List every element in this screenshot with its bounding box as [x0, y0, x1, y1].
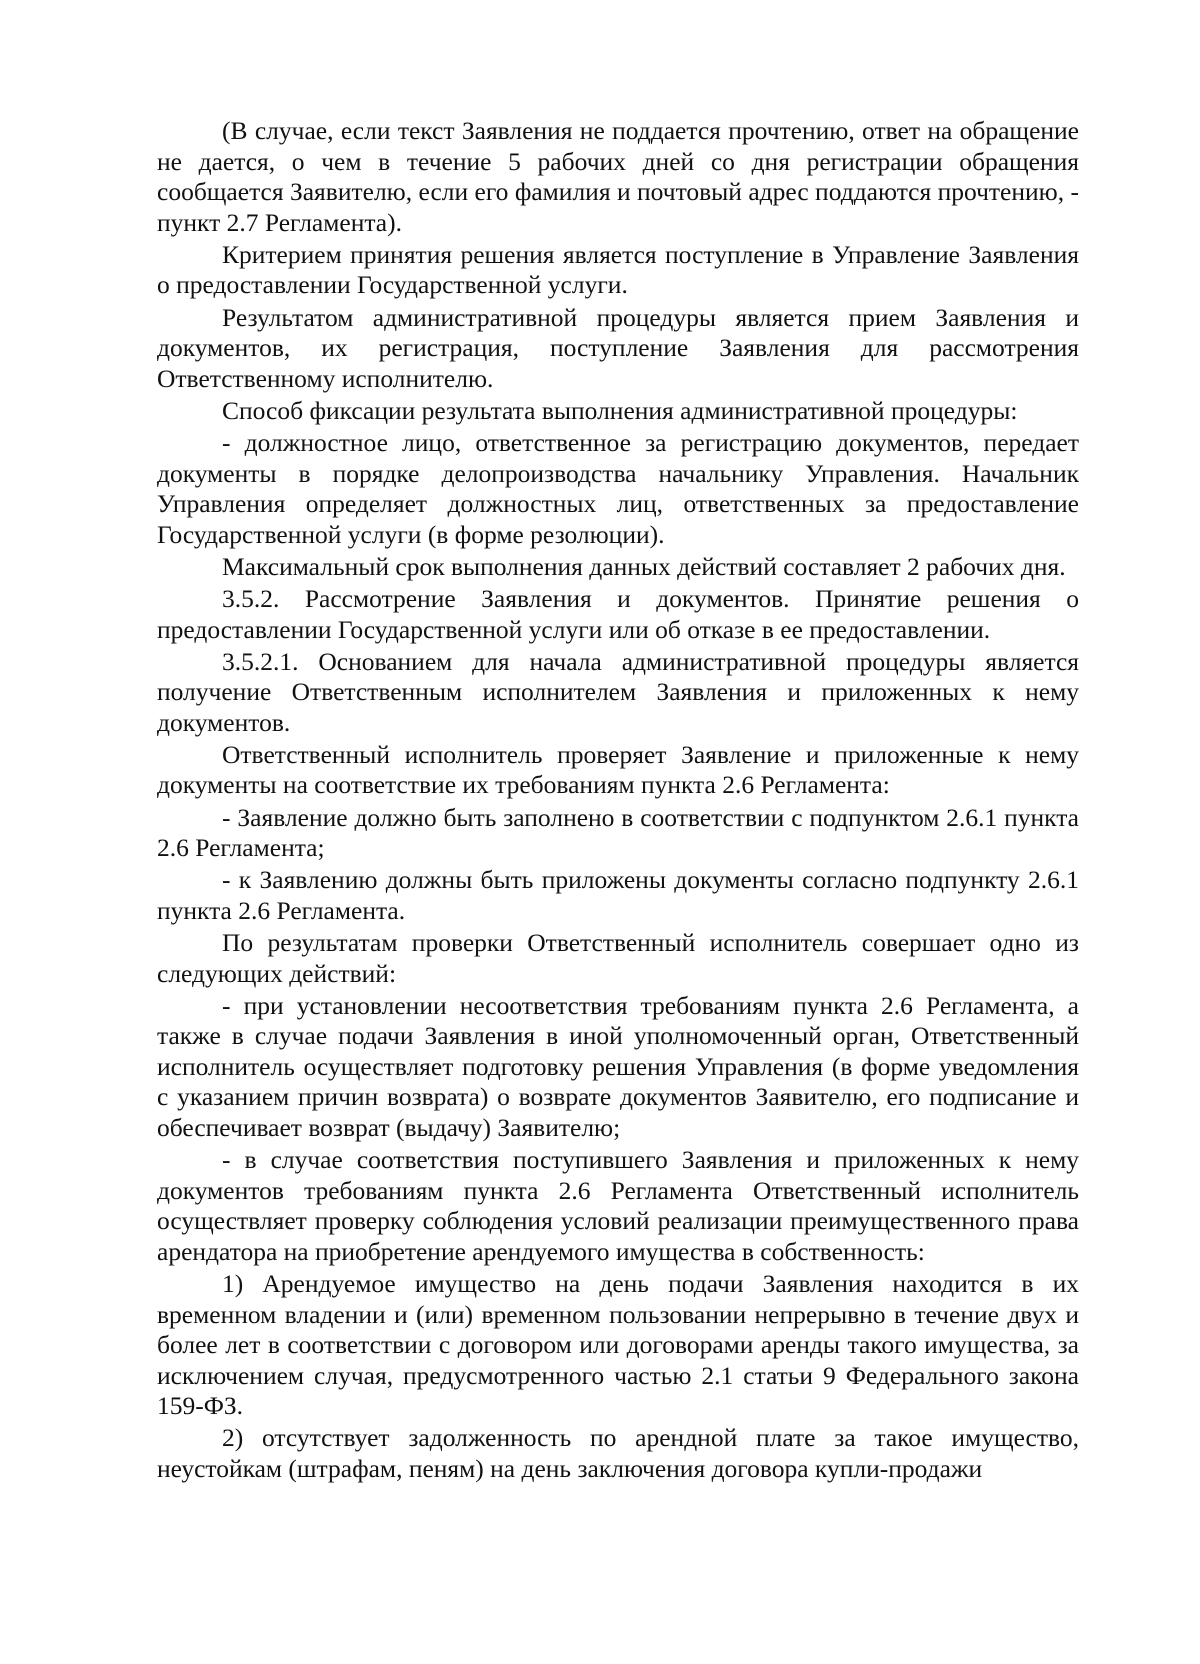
paragraph-max-duration: Максимальный срок выполнения данных действий составляет 2 рабочих дня. [222, 551, 1066, 581]
paragraph-match-verification: - в случае соответствия поступившего Заявления и приложенных к нему документов требованиям пункта 2.6 Регламента Ответственный исполнитель осуществляет проверку соблюдения условий реализации преимущественного права арендатора на приобретение арендуемого имущества в собственность: [157, 1145, 1079, 1266]
paragraph-mismatch-return: - при установлении несоответствия требованиям пункта 2.6 Регламента, а также в случае подачи Заявления в иной уполномоченный орган, Ответственный исполнитель осуществляет подготовку решения Управления (в форме уведомления с указанием причин возврата) о возврате документов Заявителю, его подписание и обеспечивает возврат (выдачу) Заявителю; [157, 990, 1079, 1142]
paragraph-official-transfers-documents: - должностное лицо, ответственное за регистрацию документов, передает документы в порядке делопроизводства начальнику Управления. Начальник Управления определяет должностных лиц, ответственных за предоставление Государственной услуги (в форме резолюции). [157, 427, 1079, 549]
paragraph-illegible-application: (В случае, если текст Заявления не поддается прочтению, ответ на обращение не дается, о чем в течение 5 рабочих дней со дня регистрации обращения сообщается Заявителю, если его фамилия и почтовый адрес поддаются прочтению, - пункт 2.7 Регламента). [157, 116, 1079, 237]
paragraph-procedure-result: Результатом административной процедуры является прием Заявления и документов, их регистрация, поступление Заявления для рассмотрения Ответственному исполнителю. [157, 302, 1079, 393]
paragraph-section-3-5-2: 3.5.2. Рассмотрение Заявления и документов. Принятие решения о предоставлении Государственной услуги или об отказе в ее предоставлении. [157, 583, 1079, 644]
paragraph-decision-criterion: Критерием принятия решения является поступление в Управление Заявления о предоставлении Государственной услуги. [157, 239, 1079, 300]
paragraph-requirement-attached: - к Заявлению должны быть приложены документы согласно подпункту 2.6.1 пункта 2.6 Регламента. [157, 865, 1079, 925]
paragraph-condition-1: 1) Арендуемое имущество на день подачи Заявления находится в их временном владении и (или) временном пользовании непрерывно в течение двух и более лет в соответствии с договором или договорами аренды такого имущества, за исключением случая, предусмотренного частью 2.1 статьи 9 Федерального закона 159-ФЗ. [157, 1268, 1079, 1421]
paragraph-check-results: По результатам проверки Ответственный исполнитель совершает одно из следующих действий: [157, 927, 1079, 988]
paragraph-section-3-5-2-1: 3.5.2.1. Основанием для начала административной процедуры является получение Ответственным исполнителем Заявления и приложенных к нему документов. [157, 646, 1079, 737]
paragraph-condition-2: 2) отсутствует задолженность по арендной плате за такое имущество, неустойкам (штрафам, пеням) на день заключения договора купли-продажи [157, 1423, 1079, 1484]
document-page [157, 116, 1079, 1486]
paragraph-executor-checks: Ответственный исполнитель проверяет Заявление и приложенные к нему документы на соответствие их требованиям пункта 2.6 Регламента: [157, 739, 1079, 800]
paragraph-requirement-filled: - Заявление должно быть заполнено в соответствии с подпунктом 2.6.1 пункта 2.6 Регламента; [157, 802, 1079, 863]
paragraph-fixation-method: Способ фиксации результата выполнения административной процедуры: [222, 395, 1018, 425]
